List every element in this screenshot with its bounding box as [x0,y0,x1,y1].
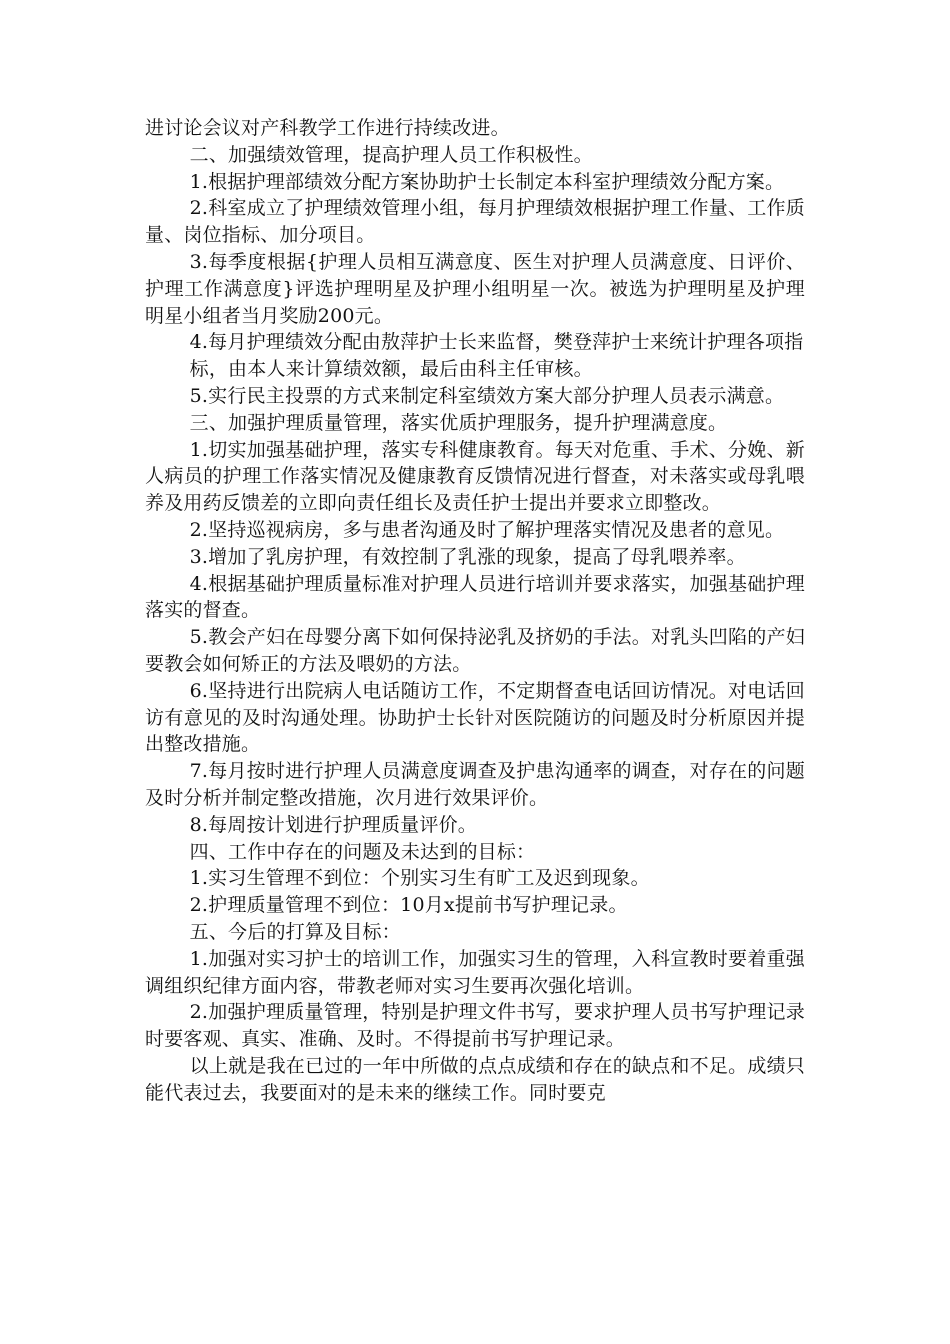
paragraph: 1.实习生管理不到位：个别实习生有旷工及迟到现象。 [189,867,650,890]
paragraph: 1.切实加强基础护理，落实专科健康教育。每天对危重、手术、分娩、新人病员的护理工作落实情况及健康教育反馈情况进行督查，对未落实或母乳喂养及用药反馈差的立即向责任组长及责任护士提出并要求立即整改。 [145,438,805,515]
paragraph: 1.根据护理部绩效分配方案协助护士长制定本科室护理绩效分配方案。 [189,170,785,193]
paragraph: 进讨论会议对产科教学工作进行持续改进。 [145,117,510,139]
paragraph: 2.加强护理质量管理，特别是护理文件书写，要求护理人员书写护理记录时要客观、真实、准确、及时。不得提前书写护理记录。 [145,1001,805,1051]
paragraph: 6.坚持进行出院病人电话随访工作，不定期督查电话回访情况。对电话回访有意见的及时沟通处理。协助护士长针对医院随访的问题及时分析原因并提出整改措施。 [145,679,805,756]
paragraph: 标，由本人来计算绩效额，最后由科主任审核。 [189,358,593,381]
paragraph: 5.教会产妇在母婴分离下如何保持泌乳及挤奶的手法。对乳头凹陷的产妇要教会如何矫正的方法及喂奶的方法。 [145,626,805,675]
paragraph: 4.每月护理绩效分配由敖萍护士长来监督，樊登萍护士来统计护理各项指 [189,331,804,354]
paragraph: 5.实行民主投票的方式来制定科室绩效方案大部分护理人员表示满意。 [189,384,785,407]
paragraph: 2.护理质量管理不到位：10月x提前书写护理记录。 [189,894,628,917]
paragraph: 3.增加了乳房护理，有效控制了乳涨的现象，提高了母乳喂养率。 [189,545,746,568]
section-heading-3: 三、加强护理质量管理，落实优质护理服务，提升护理满意度。 [189,411,728,434]
section-heading-2: 二、加强绩效管理，提高护理人员工作积极性。 [189,143,593,166]
document-page [145,115,805,1106]
paragraph: 2.坚持巡视病房，多与患者沟通及时了解护理落实情况及患者的意见。 [189,518,785,541]
section-heading-4: 四、工作中存在的问题及未达到的目标： [189,840,536,863]
paragraph: 2.科室成立了护理绩效管理小组，每月护理绩效根据护理工作量、工作质量、岗位指标、加分项目。 [145,197,805,247]
section-heading-5: 五、今后的打算及目标： [189,920,401,943]
paragraph: 以上就是我在已过的一年中所做的点点成绩和存在的缺点和不足。成绩只能代表过去，我要面对的是未来的继续工作。同时要克 [145,1054,805,1104]
paragraph: 1.加强对实习护士的培训工作，加强实习生的管理，入科宣教时要着重强调组织纪律方面内容，带教老师对实习生要再次强化培训。 [145,947,805,997]
paragraph: 7.每月按时进行护理人员满意度调查及护患沟通率的调查，对存在的问题及时分析并制定整改措施，次月进行效果评价。 [145,760,805,809]
paragraph: 4.根据基础护理质量标准对护理人员进行培训并要求落实，加强基础护理落实的督查。 [145,572,805,622]
paragraph: 8.每周按计划进行护理质量评价。 [189,813,477,836]
paragraph: 3.每季度根据{护理人员相互满意度、医生对护理人员满意度、日评价、护理工作满意度}评选护理明星及护理小组明星一次。被选为护理明星及护理明星小组者当月奖励200元。 [145,250,805,327]
